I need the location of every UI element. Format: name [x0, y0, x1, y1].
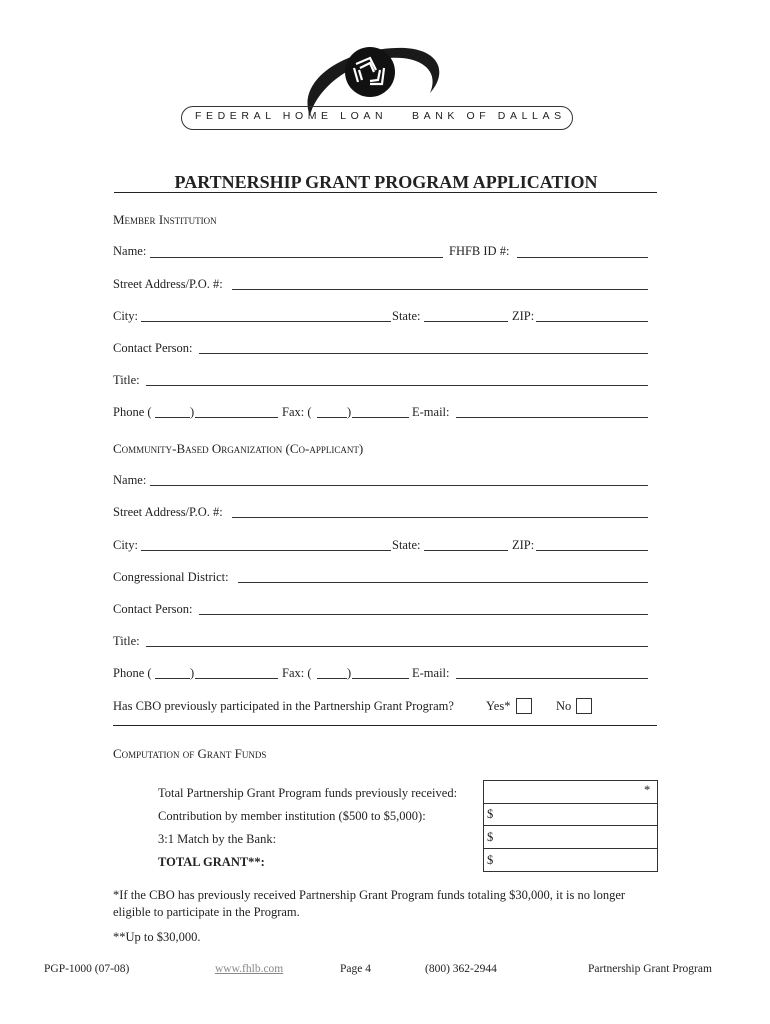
member-zip-field[interactable] [536, 321, 648, 322]
member-phone-area-field[interactable] [155, 417, 190, 418]
member-fax-label: Fax: ( [282, 405, 312, 419]
yes-checkbox[interactable] [516, 698, 532, 714]
member-phone-label: Phone ( [113, 405, 152, 419]
note-2: **Up to $30,000. [113, 930, 201, 944]
member-street-label: Street Address/P.O. #: [113, 277, 223, 291]
previous-funds-label: Total Partnership Grant Program funds previously received: [158, 786, 458, 800]
cbo-phone-area-field[interactable] [155, 678, 190, 679]
cbo-contact-field[interactable] [199, 614, 648, 615]
member-contact-field[interactable] [199, 353, 648, 354]
cbo-participated-question: Has CBO previously participated in the Partnership Grant Program? [113, 699, 454, 713]
member-contribution-field[interactable] [483, 802, 658, 826]
cbo-city-label: City: [113, 538, 139, 552]
bank-name-left: FEDERAL HOME LOAN [195, 110, 388, 122]
bank-name-right: BANK OF DALLAS [412, 110, 566, 122]
cbo-email-label: E-mail: [412, 666, 450, 680]
note-1-line-2: eligible to participate in the Program. [113, 905, 300, 919]
previous-funds-field[interactable] [483, 780, 658, 804]
cbo-contact-label: Contact Person: [113, 602, 193, 616]
cbo-title-label: Title: [113, 634, 140, 648]
cbo-phone-field[interactable] [195, 678, 278, 679]
member-title-label: Title: [113, 373, 140, 387]
yes-label: Yes* [486, 699, 511, 713]
cbo-section-heading: Community-Based Organization (Co-applicant) [113, 441, 364, 456]
bank-match-field[interactable] [483, 825, 658, 849]
member-zip-label: ZIP: [512, 309, 535, 323]
member-street-field[interactable] [232, 289, 648, 290]
member-fax-close: ) [347, 405, 352, 419]
cbo-name-field[interactable] [150, 485, 648, 486]
cbo-city-field[interactable] [141, 550, 391, 551]
fhfb-id-label: FHFB ID #: [449, 244, 510, 258]
member-email-field[interactable] [456, 417, 648, 418]
bank-match-label: 3:1 Match by the Bank: [158, 832, 277, 846]
member-name-label: Name: [113, 244, 147, 258]
member-fax-field[interactable] [352, 417, 409, 418]
cbo-fax-close: ) [347, 666, 352, 680]
cbo-street-label: Street Address/P.O. #: [113, 505, 223, 519]
previous-funds-value: * [644, 783, 651, 797]
total-grant-field[interactable] [483, 848, 658, 872]
cbo-state-label: State: [392, 538, 421, 552]
cbo-fax-field[interactable] [352, 678, 409, 679]
member-state-label: State: [392, 309, 421, 323]
cbo-state-field[interactable] [424, 550, 508, 551]
cbo-zip-label: ZIP: [512, 538, 535, 552]
member-city-field[interactable] [141, 321, 391, 322]
member-state-field[interactable] [424, 321, 508, 322]
member-city-label: City: [113, 309, 139, 323]
footer-program-name: Partnership Grant Program [588, 963, 712, 975]
cbo-district-label: Congressional District: [113, 570, 229, 584]
cbo-district-field[interactable] [238, 582, 648, 583]
section-divider [113, 725, 657, 726]
cbo-name-label: Name: [113, 473, 147, 487]
member-phone-close: ) [190, 405, 195, 419]
no-label: No [556, 699, 572, 713]
cbo-title-field[interactable] [146, 646, 648, 647]
note-1-line-1: *If the CBO has previously received Partnership Grant Program funds totaling $30,000, it is no longer [113, 888, 626, 902]
fhfb-id-field[interactable] [517, 257, 648, 258]
cbo-phone-close: ) [190, 666, 195, 680]
total-grant-label: TOTAL GRANT**: [158, 855, 265, 869]
member-email-label: E-mail: [412, 405, 450, 419]
footer-phone: (800) 362-2944 [425, 963, 497, 975]
footer-form-code: PGP-1000 (07-08) [44, 963, 130, 975]
member-phone-field[interactable] [195, 417, 278, 418]
cbo-fax-label: Fax: ( [282, 666, 312, 680]
member-contribution-value: $ [487, 807, 494, 821]
member-fax-area-field[interactable] [317, 417, 347, 418]
member-name-field[interactable] [150, 257, 443, 258]
footer-website-link[interactable]: www.fhlb.com [215, 963, 284, 975]
no-checkbox[interactable] [576, 698, 592, 714]
cbo-fax-area-field[interactable] [317, 678, 347, 679]
cbo-email-field[interactable] [456, 678, 648, 679]
cbo-zip-field[interactable] [536, 550, 648, 551]
form-title: PARTNERSHIP GRANT PROGRAM APPLICATION [174, 172, 598, 192]
member-contribution-label: Contribution by member institution ($500 to $5,000): [158, 809, 426, 823]
computation-heading: Computation of Grant Funds [113, 746, 267, 761]
footer-page-number: Page 4 [340, 963, 371, 975]
title-rule [114, 192, 657, 193]
member-title-field[interactable] [146, 385, 648, 386]
bank-match-value: $ [487, 830, 494, 844]
cbo-phone-label: Phone ( [113, 666, 152, 680]
cbo-street-field[interactable] [232, 517, 648, 518]
member-contact-label: Contact Person: [113, 341, 193, 355]
total-grant-value: $ [487, 853, 494, 867]
member-section-heading: Member Institution [113, 212, 217, 227]
